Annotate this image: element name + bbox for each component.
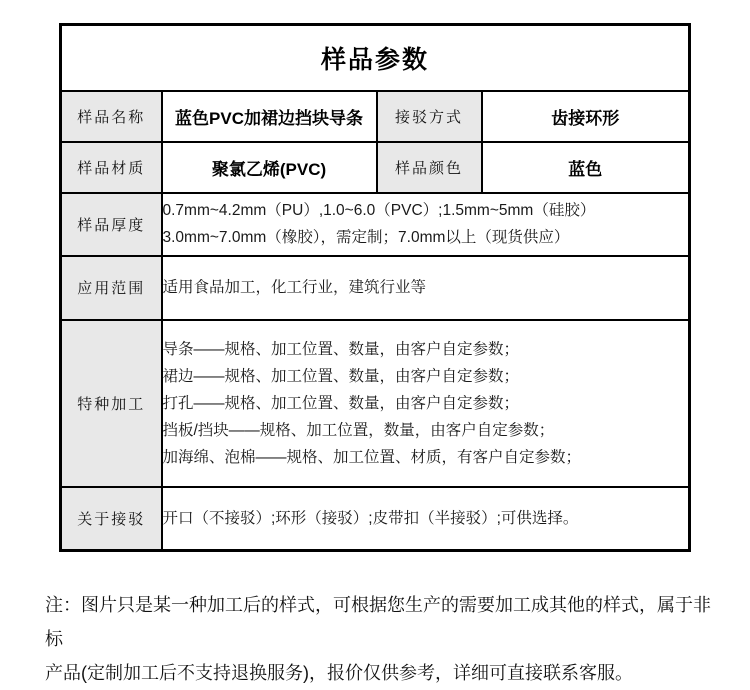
spec-table-container [59, 23, 691, 552]
spec-table [59, 23, 691, 552]
application-label: 应用范围 [61, 256, 162, 320]
about-joint-label: 关于接驳 [61, 487, 162, 551]
footer-note-line-1: 注：图片只是某一种加工后的样式，可根据您生产的需要加工成其他的样式，属于非标 [45, 595, 711, 649]
special-processing-value [162, 320, 690, 487]
row-special-processing [61, 320, 690, 487]
sample-color-label: 样品颜色 [377, 142, 482, 193]
row-material [61, 142, 690, 193]
thickness-line-2: 3.0mm~7.0mm（橡胶），需定制；7.0mm以上（现货供应） [162, 229, 570, 246]
row-sample-name [61, 91, 690, 142]
title-row [61, 25, 690, 91]
special-processing-line-5: 加海绵、泡棉——规格、加工位置、材质，有客户自定参数； [162, 448, 582, 466]
application-value: 适用食品加工，化工行业，建筑行业等 [162, 256, 690, 320]
material-value: 聚氯乙烯(PVC) [162, 142, 377, 193]
special-processing-line-4: 挡板/挡块——规格、加工位置，数量，由客户自定参数； [162, 421, 555, 439]
row-thickness [61, 193, 690, 256]
sample-color-value: 蓝色 [482, 142, 690, 193]
sample-name-label: 样品名称 [61, 91, 162, 142]
footer-note [45, 588, 717, 690]
row-application [61, 256, 690, 320]
special-processing-line-2: 裙边——规格、加工位置、数量，由客户自定参数； [162, 367, 520, 385]
sample-name-value: 蓝色PVC加裙边挡块导条 [162, 91, 377, 142]
special-processing-line-1: 导条——规格、加工位置、数量，由客户自定参数； [162, 340, 520, 358]
table-title: 样品参数 [61, 25, 690, 91]
joint-method-value: 齿接环形 [482, 91, 690, 142]
thickness-label: 样品厚度 [61, 193, 162, 256]
material-label: 样品材质 [61, 142, 162, 193]
row-about-joint [61, 487, 690, 551]
footer-note-line-2: 产品(定制加工后不支持退换服务)，报价仅供参考，详细可直接联系客服。 [45, 663, 633, 683]
joint-method-label: 接驳方式 [377, 91, 482, 142]
special-processing-label: 特种加工 [61, 320, 162, 487]
thickness-line-1: 0.7mm~4.2mm（PU）,1.0~6.0（PVC）;1.5mm~5mm（硅胶） [162, 202, 596, 219]
thickness-value [162, 193, 690, 256]
about-joint-value: 开口（不接驳）;环形（接驳）;皮带扣（半接驳）;可供选择。 [162, 487, 690, 551]
special-processing-line-3: 打孔——规格、加工位置、数量，由客户自定参数； [162, 394, 520, 412]
